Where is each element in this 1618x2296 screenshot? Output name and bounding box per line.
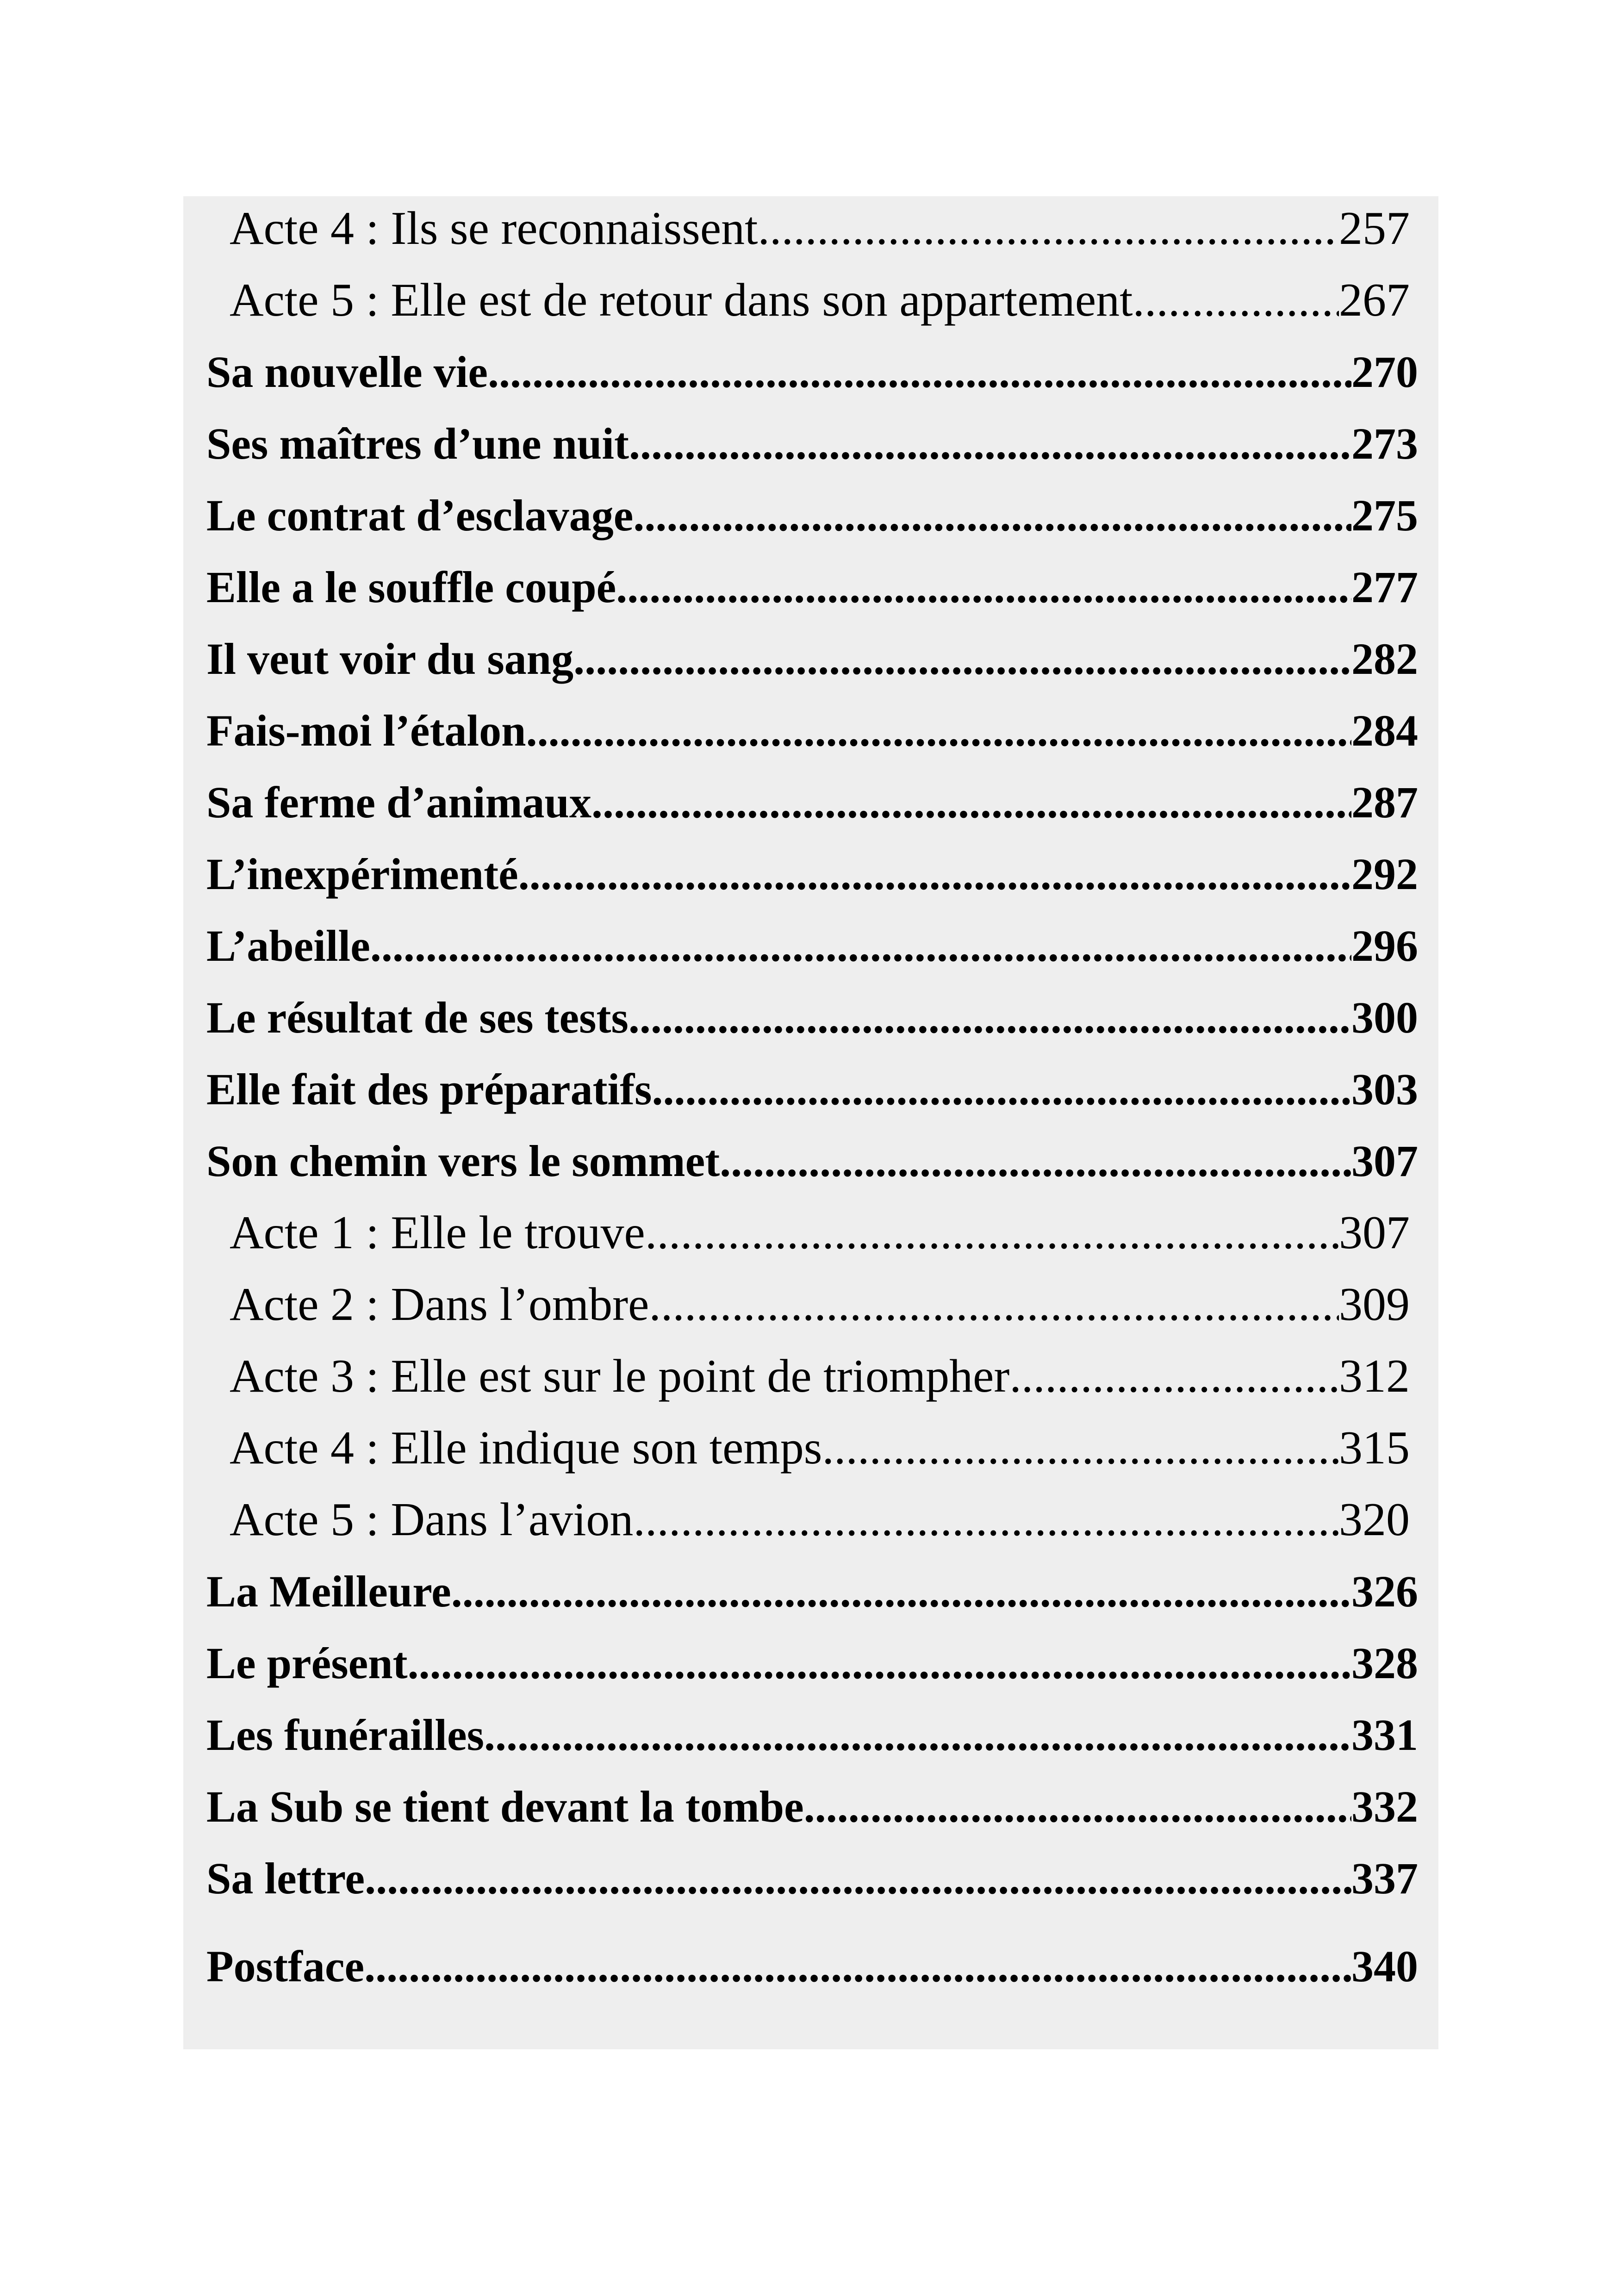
toc-entry-title: La Sub se tient devant la tombe xyxy=(206,1782,804,1831)
toc-entry-title: Acte 2 : Dans l’ombre xyxy=(230,1278,649,1331)
toc-entry-page-number: 296 xyxy=(1351,921,1418,971)
toc-entry-title: Acte 5 : Dans l’avion xyxy=(230,1493,634,1546)
toc-entry-page-number: 270 xyxy=(1351,347,1418,397)
toc-entry xyxy=(230,196,1410,261)
toc-entry-title: L’inexpérimenté xyxy=(206,849,518,899)
toc-dot-leader xyxy=(484,1703,1351,1767)
toc-entry xyxy=(206,1129,1418,1194)
toc-dot-leader xyxy=(408,1631,1351,1696)
toc-entry-page-number: 326 xyxy=(1351,1567,1418,1616)
table-of-contents-panel xyxy=(183,196,1438,2049)
toc-list xyxy=(183,196,1438,2049)
toc-entry-page-number: 307 xyxy=(1351,1136,1418,1186)
toc-entry xyxy=(230,1487,1410,1552)
toc-entry xyxy=(206,1934,1418,1999)
toc-entry-title: Il veut voir du sang xyxy=(206,634,574,684)
toc-entry-title: Acte 1 : Elle le trouve xyxy=(230,1207,645,1259)
toc-entry xyxy=(230,1272,1410,1337)
toc-entry-title: Son chemin vers le sommet xyxy=(206,1136,720,1186)
toc-dot-leader xyxy=(822,1416,1339,1481)
toc-dot-leader xyxy=(573,627,1351,691)
toc-entry xyxy=(206,483,1418,548)
toc-entry-title: Acte 4 : Elle indique son temps xyxy=(230,1422,822,1474)
toc-entry-title: Postface xyxy=(206,1941,365,1991)
toc-entry xyxy=(206,1559,1418,1624)
toc-entry xyxy=(230,1344,1410,1409)
toc-entry-title: Sa lettre xyxy=(206,1854,365,1903)
toc-entry-page-number: 307 xyxy=(1339,1207,1410,1259)
toc-entry-page-number: 312 xyxy=(1339,1350,1410,1402)
toc-entry xyxy=(206,698,1418,763)
toc-entry-title: Sa nouvelle vie xyxy=(206,347,488,397)
toc-entry-page-number: 337 xyxy=(1351,1854,1418,1903)
toc-entry xyxy=(230,1416,1410,1481)
toc-entry-title: Fais-moi l’étalon xyxy=(206,706,526,755)
toc-entry-title: Le résultat de ses tests xyxy=(206,993,629,1042)
toc-dot-leader xyxy=(758,196,1339,261)
toc-dot-leader xyxy=(629,411,1351,476)
toc-entry-title: Acte 5 : Elle est de retour dans son appartement xyxy=(230,274,1133,326)
toc-entry xyxy=(206,411,1418,476)
toc-entry-page-number: 267 xyxy=(1339,274,1410,326)
toc-entry-page-number: 300 xyxy=(1351,993,1418,1042)
toc-dot-leader xyxy=(1133,268,1339,333)
toc-entry-title: Elle a le souffle coupé xyxy=(206,562,616,612)
toc-entry-title: Ses maîtres d’une nuit xyxy=(206,419,629,468)
toc-entry-page-number: 328 xyxy=(1351,1638,1418,1688)
toc-dot-leader xyxy=(518,842,1351,907)
toc-entry-page-number: 287 xyxy=(1351,778,1418,827)
toc-dot-leader xyxy=(804,1774,1351,1839)
toc-entry xyxy=(206,1846,1418,1911)
toc-entry xyxy=(206,842,1418,907)
toc-entry xyxy=(206,627,1418,691)
toc-dot-leader xyxy=(649,1272,1339,1337)
toc-dot-leader xyxy=(365,1846,1351,1911)
toc-entry xyxy=(206,1631,1418,1696)
toc-entry-page-number: 277 xyxy=(1351,562,1418,612)
toc-entry-title: Elle fait des préparatifs xyxy=(206,1064,652,1114)
toc-dot-leader xyxy=(629,985,1351,1050)
toc-entry-page-number: 282 xyxy=(1351,634,1418,684)
toc-dot-leader xyxy=(370,914,1351,978)
toc-entry xyxy=(230,268,1410,333)
toc-dot-leader xyxy=(451,1559,1351,1624)
toc-dot-leader xyxy=(1009,1344,1339,1409)
toc-entry-page-number: 340 xyxy=(1351,1941,1418,1991)
toc-entry-title: L’abeille xyxy=(206,921,370,971)
toc-entry xyxy=(206,914,1418,978)
toc-entry xyxy=(206,985,1418,1050)
toc-entry-page-number: 332 xyxy=(1351,1782,1418,1831)
toc-entry-title: Le contrat d’esclavage xyxy=(206,491,634,540)
toc-entry xyxy=(206,340,1418,404)
toc-entry xyxy=(206,770,1418,835)
toc-entry-page-number: 303 xyxy=(1351,1064,1418,1114)
toc-entry xyxy=(206,1057,1418,1122)
toc-dot-leader xyxy=(652,1057,1351,1122)
toc-entry-page-number: 309 xyxy=(1339,1278,1410,1331)
toc-entry-page-number: 331 xyxy=(1351,1710,1418,1760)
toc-dot-leader xyxy=(645,1201,1339,1265)
toc-entry-page-number: 275 xyxy=(1351,491,1418,540)
toc-entry xyxy=(206,1774,1418,1839)
toc-dot-leader xyxy=(526,698,1351,763)
toc-dot-leader xyxy=(591,770,1351,835)
toc-entry-page-number: 257 xyxy=(1339,202,1410,255)
toc-entry-title: Les funérailles xyxy=(206,1710,484,1760)
toc-entry-page-number: 284 xyxy=(1351,706,1418,755)
toc-entry-title: Le présent xyxy=(206,1638,408,1688)
toc-dot-leader xyxy=(720,1129,1351,1194)
toc-dot-leader xyxy=(633,483,1351,548)
toc-dot-leader xyxy=(364,1934,1351,1999)
toc-dot-leader xyxy=(616,555,1351,620)
toc-entry-page-number: 292 xyxy=(1351,849,1418,899)
toc-dot-leader xyxy=(488,340,1351,404)
toc-entry-title: Acte 4 : Ils se reconnaissent xyxy=(230,202,758,255)
toc-entry-page-number: 315 xyxy=(1339,1422,1410,1474)
toc-entry xyxy=(206,1703,1418,1767)
toc-dot-leader xyxy=(633,1487,1339,1552)
toc-entry-page-number: 320 xyxy=(1339,1493,1410,1546)
toc-entry-page-number: 273 xyxy=(1351,419,1418,468)
toc-entry xyxy=(230,1201,1410,1265)
toc-entry-title: Acte 3 : Elle est sur le point de triompher xyxy=(230,1350,1010,1402)
toc-entry-title: La Meilleure xyxy=(206,1567,451,1616)
toc-entry xyxy=(206,555,1418,620)
toc-entry-title: Sa ferme d’animaux xyxy=(206,778,591,827)
